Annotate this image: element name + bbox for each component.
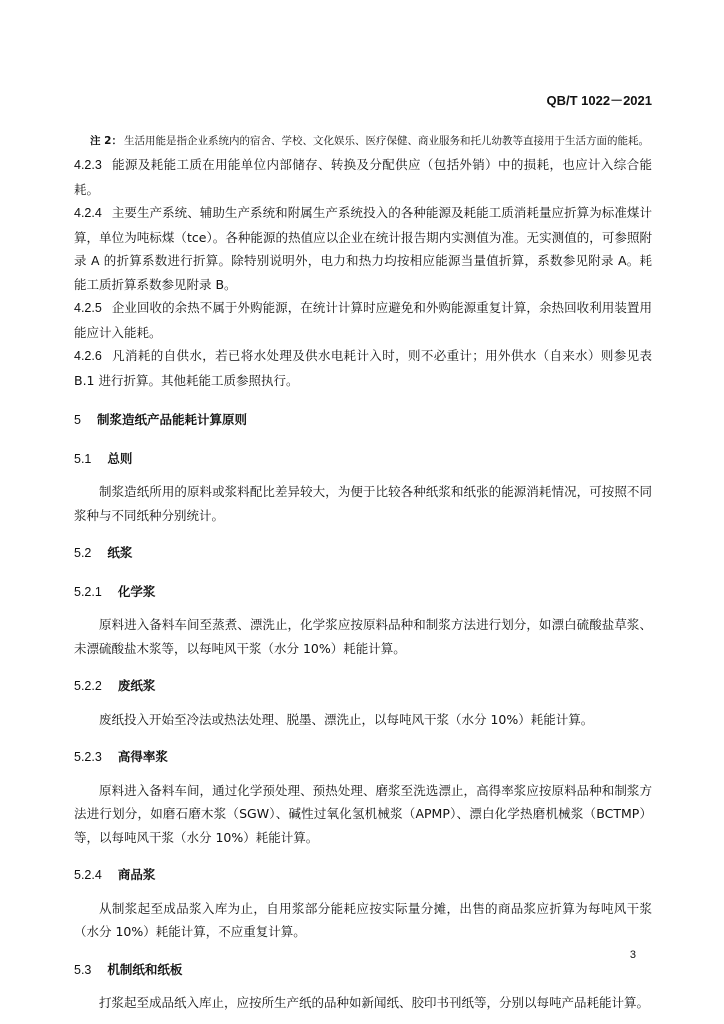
section-5-2-heading: 5.2 纸浆 [74,545,133,560]
clause-4-2-6: 4.2.6 凡消耗的自供水，若已将水处理及供水电耗计入时，则不必重计；用外供水（自来水）则参见表 B.1 进行折算。其他耗能工质参照执行。 [74,348,652,388]
clause-4-2-4: 4.2.4 主要生产系统、辅助生产系统和附属生产系统投入的各种能源及耗能工质消耗量应折算为标准煤计算，单位为吨标煤（tce）。各种能源的热值应以企业在统计报告期内实测值为准。无实测值的，可参照附录 A 的折算系数进行折算。除特别说明外，电力和热力均按相应能源当量值折算，系数参见附录 A。耗能工质折算系数参见附录 B。 [74,205,652,292]
section-5-3-heading: 5.3 机制纸和纸板 [74,961,183,977]
page-number: 3 [629,949,636,961]
clause-4-2-5: 4.2.5 企业回收的余热不属于外购能源，在统计计算时应避免和外购能源重复计算，余热回收利用装置用能应计入能耗。 [74,300,652,340]
section-5-1-heading: 5.1 总则 [74,450,133,466]
section-5-1-text: 制浆造纸所用的原料或浆料配比差异较大，为便于比较各种纸浆和纸张的能源消耗情况，可按照不同浆种与不同纸种分别统计。 [74,484,652,523]
note-label: 注 2： [90,135,122,147]
section-5-2-1-heading: 5.2.1 化学浆 [74,583,156,599]
section-5-2-3-heading: 5.2.3 高得率浆 [74,749,168,764]
section-5-3-text: 打浆起至成品纸入库止，应按所生产纸的品种如新闻纸、胶印书刊纸等，分别以每吨产品耗能计算。 [99,995,650,1010]
section-5-heading: 5 制浆造纸产品能耗计算原则 [74,412,247,427]
section-5-2-3-text: 原料进入备料车间，通过化学预处理、预热处理、磨浆至洗选漂止，高得率浆应按原料品种和制浆方法进行划分，如磨石磨木浆（SGW）、碱性过氧化氢机械浆（APMP）、漂白化学热磨机械浆（BCTMP）等，以每吨风干浆（水分 10%）耗能计算。 [74,782,652,845]
note-text: 生活用能是指企业系统内的宿舍、学校、文化娱乐、医疗保健、商业服务和托儿幼教等直接用于生活方面的能耗。 [123,135,649,147]
note-2 [74,131,652,152]
section-5-2-2-text: 废纸投入开始至冷法或热法处理、脱墨、漂洗止，以每吨风干浆（水分 10%）耗能计算。 [99,711,594,727]
standard-code: QB/T 1022－2021 [546,93,652,108]
section-5-2-2-heading: 5.2.2 废纸浆 [74,678,156,693]
section-5-2-1-text: 原料进入备料车间至蒸煮、漂洗止，化学浆应按原料品种和制浆方法进行划分，如漂白硫酸盐草浆、未漂硫酸盐木浆等，以每吨风干浆（水分 10%）耗能计算。 [74,617,652,656]
clause-4-2-3: 4.2.3 能源及耗能工质在用能单位内部储存、转换及分配供应（包括外销）中的损耗，也应计入综合能耗。 [74,157,652,197]
section-5-2-4-text: 从制浆起至成品浆入库为止，自用浆部分能耗应按实际量分摊，出售的商品浆应折算为每吨风干浆（水分 10%）耗能计算，不应重复计算。 [74,900,652,939]
page-content [74,131,652,1015]
section-5-2-4-heading: 5.2.4 商品浆 [74,867,156,882]
